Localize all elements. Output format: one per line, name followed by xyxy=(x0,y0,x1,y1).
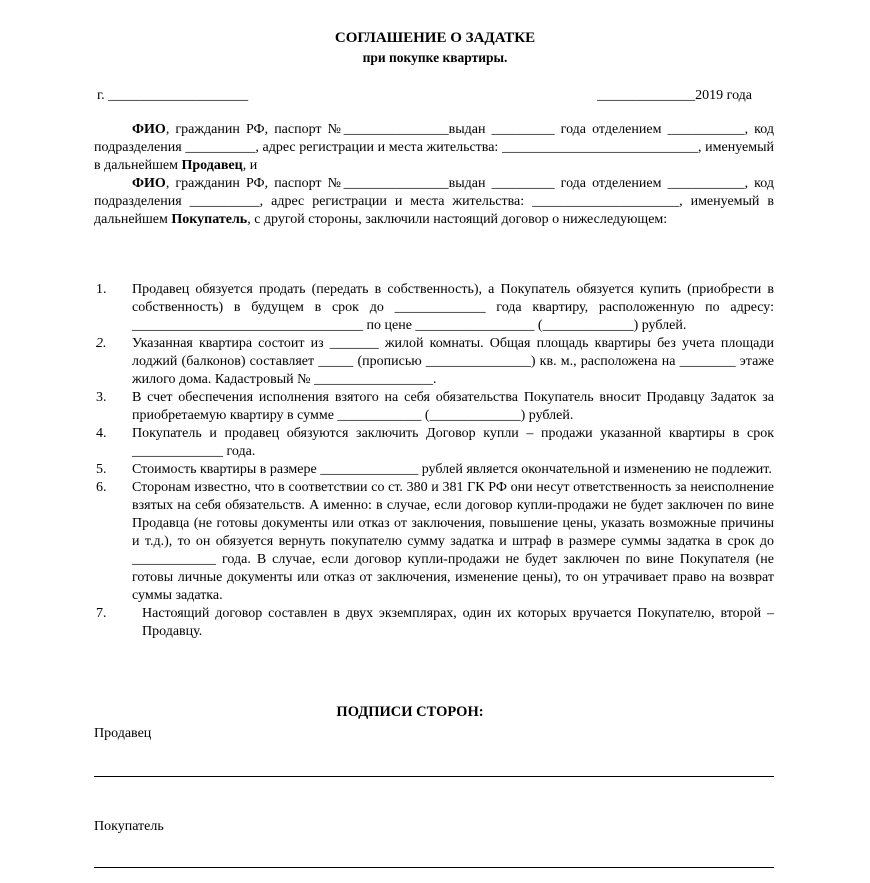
buyer-fio: ФИО xyxy=(132,176,166,191)
clause-text: Сторонам известно, что в соответствии со ст. 380 и 381 ГК РФ они несут ответственность за неисполнение взятых на себя обязательств. А именно: в случае, если договор купли-продажи не будет заключен по вине Продавца (не готовы документы или отказ от заключения, повышение цены, указать возможные причины и т.д.), то он обязуется вернуть покупателю сумму задатка и штраф в размере суммы задатка в срок до ____________ года. В случае, если договор купли-продажи не будет заключен по вине Покупателя (не готовы личные документы или отказ от заключения, изменение цены), то он утрачивает право на возврат суммы задатка. xyxy=(132,480,774,603)
clause-text: В счет обеспечения исполнения взятого на себя обязательства Покупатель вносит Продавцу Задаток за приобретаемую квартиру в сумме ____________ (_____________) рублей. xyxy=(132,390,774,423)
buyer-signature-line xyxy=(94,867,774,868)
date-field: ______________2019 года xyxy=(597,88,752,103)
clause-number: 6. xyxy=(96,480,107,495)
parties-section xyxy=(94,121,774,229)
buyer-signature-label: Покупатель xyxy=(94,819,164,834)
document-subtitle: при покупке квартиры. xyxy=(362,50,508,65)
seller-fio: ФИО xyxy=(132,122,166,137)
clause-text: Покупатель и продавец обязуются заключить Договор купли – продажи указанной квартиры в срок _____________ года. xyxy=(132,426,774,459)
clause-number: 5. xyxy=(96,462,107,477)
clause-item xyxy=(94,335,774,389)
place-field: г. ____________________ xyxy=(97,88,249,103)
clauses-list xyxy=(94,281,774,641)
clause-text: Продавец обязуется продать (передать в собственность), а Покупатель обязуется купить (приобрести в собственность) в будущем в срок до _____________ года квартиру, расположенную по адресу: _________________________________ по цене _________________ (_____________) рублей. xyxy=(132,282,774,333)
clause-item xyxy=(94,605,774,641)
seller-signature-line xyxy=(94,776,774,777)
buyer-party-paragraph xyxy=(94,175,774,229)
seller-end: , и xyxy=(242,158,258,173)
clause-text: Настоящий договор составлен в двух экземплярах, один их которых вручается Покупателю, второй – Продавцу. xyxy=(142,606,774,639)
document-title: СОГЛАШЕНИЕ О ЗАДАТКЕ xyxy=(334,30,536,46)
signatures-heading: ПОДПИСИ СТОРОН: xyxy=(336,704,484,720)
clause-item xyxy=(94,479,774,605)
seller-details: , гражданин РФ, паспорт №_______________выдан _________ года отделением ___________, код подразделения __________, адрес регистрации и места жительства: ____________________________, именуемый в дальнейшем xyxy=(94,122,774,173)
clause-number: 1. xyxy=(96,282,107,297)
seller-signature-label: Продавец xyxy=(94,726,152,741)
seller-party-paragraph xyxy=(94,121,774,175)
clause-item xyxy=(94,281,774,335)
buyer-details: , гражданин РФ, паспорт №_______________выдан _________ года отделением ___________, код подразделения __________, адрес регистрации и места жительства: _____________________, именуемый в дальнейшем xyxy=(94,176,774,227)
buyer-end: , с другой стороны, заключили настоящий договор о нижеследующем: xyxy=(247,212,668,227)
clause-item xyxy=(94,425,774,461)
buyer-role: Покупатель xyxy=(171,212,248,227)
seller-role: Продавец xyxy=(181,158,243,173)
clause-number: 4. xyxy=(96,426,107,441)
clause-item xyxy=(94,461,774,479)
clause-text: Стоимость квартиры в размере ______________ рублей является окончательной и изменению не подлежит. xyxy=(132,462,772,477)
clause-number: 3. xyxy=(96,390,107,405)
clause-item xyxy=(94,389,774,425)
clause-number: 2. xyxy=(96,336,107,351)
clause-text: Указанная квартира состоит из _______ жилой комнаты. Общая площадь квартиры без учета площади лоджий (балконов) составляет _____ (прописью _______________) кв. м., расположена на ________ этаже жилого дома. Кадастровый № _________________. xyxy=(132,336,774,387)
clause-number: 7. xyxy=(96,606,107,621)
